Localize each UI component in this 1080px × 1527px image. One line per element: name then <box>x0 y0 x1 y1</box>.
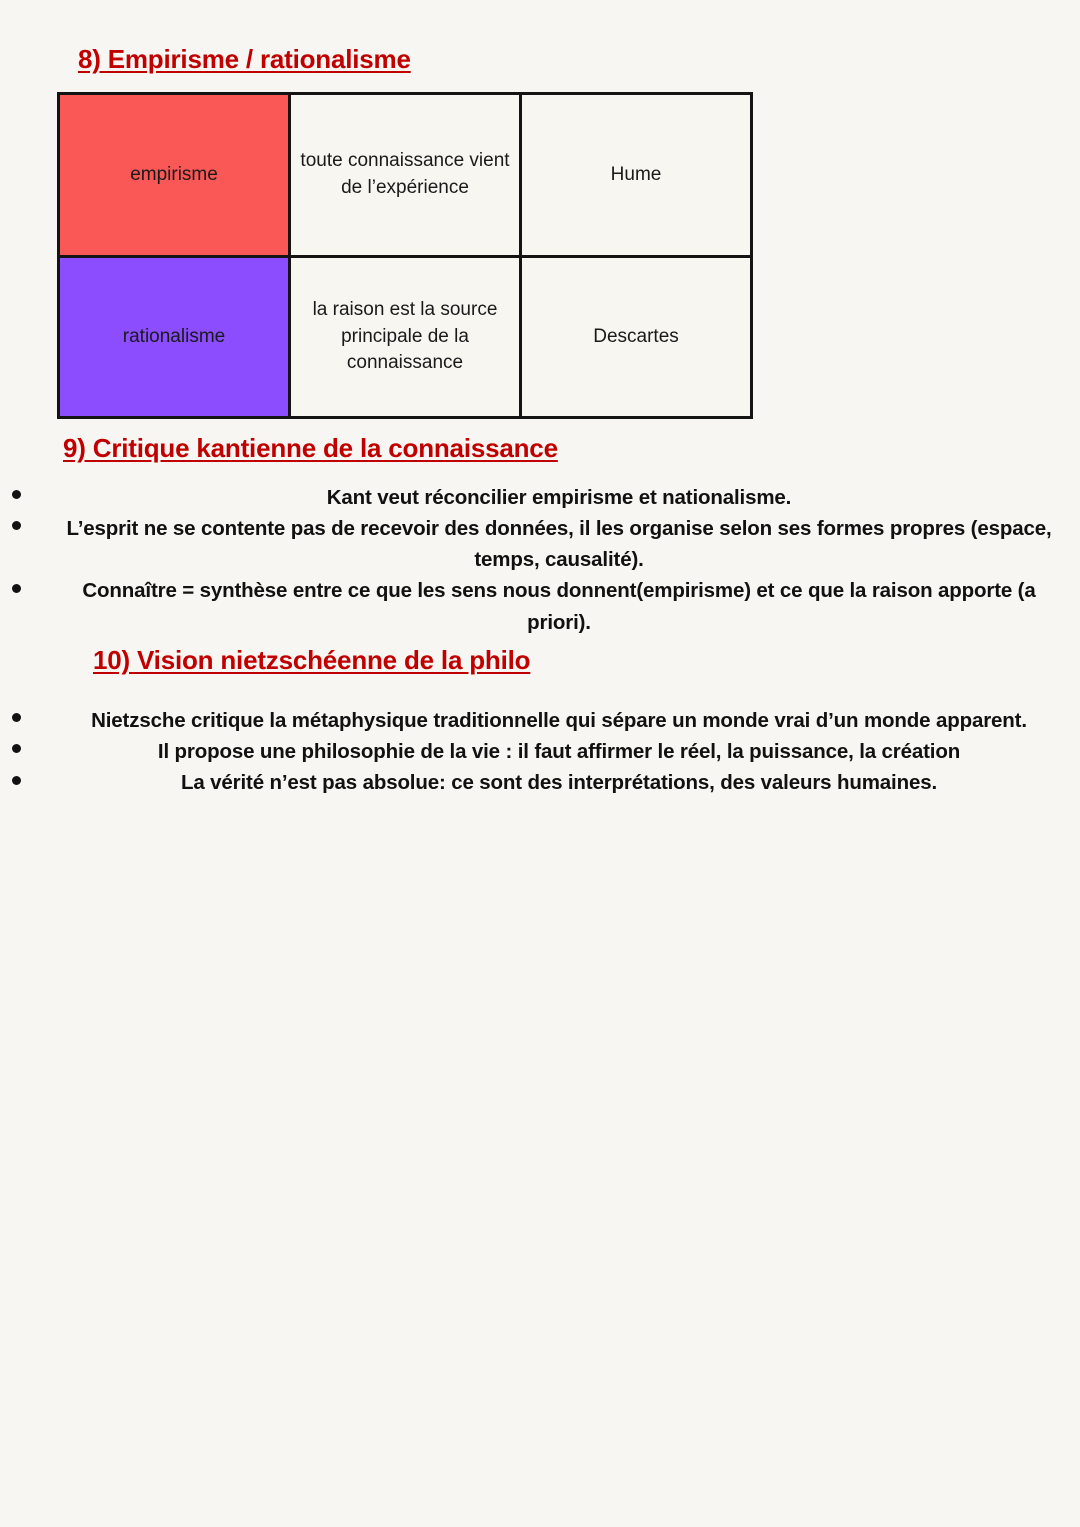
list-item-text: Kant veut réconcilier empirisme et nationalisme. <box>326 486 792 509</box>
list-item-text: Connaître = synthèse entre ce que les sens nous donnent(empirisme) et ce que la raison apporte (a priori). <box>82 579 1036 634</box>
section-heading-empirisme-rationalisme: 8) Empirisme / rationalisme <box>78 44 411 74</box>
list-item-text: Il propose une philosophie de la vie : il faut affirmer le réel, la puissance, la création <box>157 740 961 764</box>
table-cell-author-rationalisme: Descartes <box>521 257 752 418</box>
table-row <box>59 94 752 257</box>
table-row <box>59 257 752 418</box>
list-item-text: L’esprit ne se contente pas de recevoir des données, il les organise selon ses formes propres (espace, temps, causalité). <box>66 517 1052 572</box>
list-item <box>0 705 1080 736</box>
list-item <box>0 767 1080 798</box>
table-cell-term-empirisme: empirisme <box>59 94 290 257</box>
table-cell-definition-rationalisme: la raison est la source principale de la connaissance <box>290 257 521 418</box>
bullet-dot-icon <box>12 521 21 530</box>
bullet-dot-icon <box>12 744 21 753</box>
bullet-dot-icon <box>12 776 21 785</box>
list-item <box>0 513 1080 575</box>
bullet-list-critique-kantienne <box>0 482 1080 638</box>
bullet-dot-icon <box>12 713 21 722</box>
list-item <box>0 575 1080 637</box>
list-item <box>0 482 1080 513</box>
table-cell-author-empirisme: Hume <box>521 94 752 257</box>
list-item-text: La vérité n’est pas absolue: ce sont des interprétations, des valeurs humaines. <box>180 771 938 795</box>
table-cell-definition-empirisme: toute connaissance vient de l’expérience <box>290 94 521 257</box>
table-cell-term-rationalisme: rationalisme <box>59 257 290 418</box>
section-heading-critique-kantienne: 9) Critique kantienne de la connaissance <box>63 433 558 463</box>
bullet-dot-icon <box>12 490 21 499</box>
list-item <box>0 736 1080 767</box>
bullet-dot-icon <box>12 584 21 593</box>
empirisme-rationalisme-table <box>57 92 753 419</box>
bullet-list-vision-nietzscheenne <box>0 705 1080 798</box>
section-heading-vision-nietzscheenne: 10) Vision nietzschéenne de la philo <box>93 645 531 675</box>
list-item-text: Nietzsche critique la métaphysique traditionnelle qui sépare un monde vrai d’un monde apparent. <box>91 709 1027 732</box>
